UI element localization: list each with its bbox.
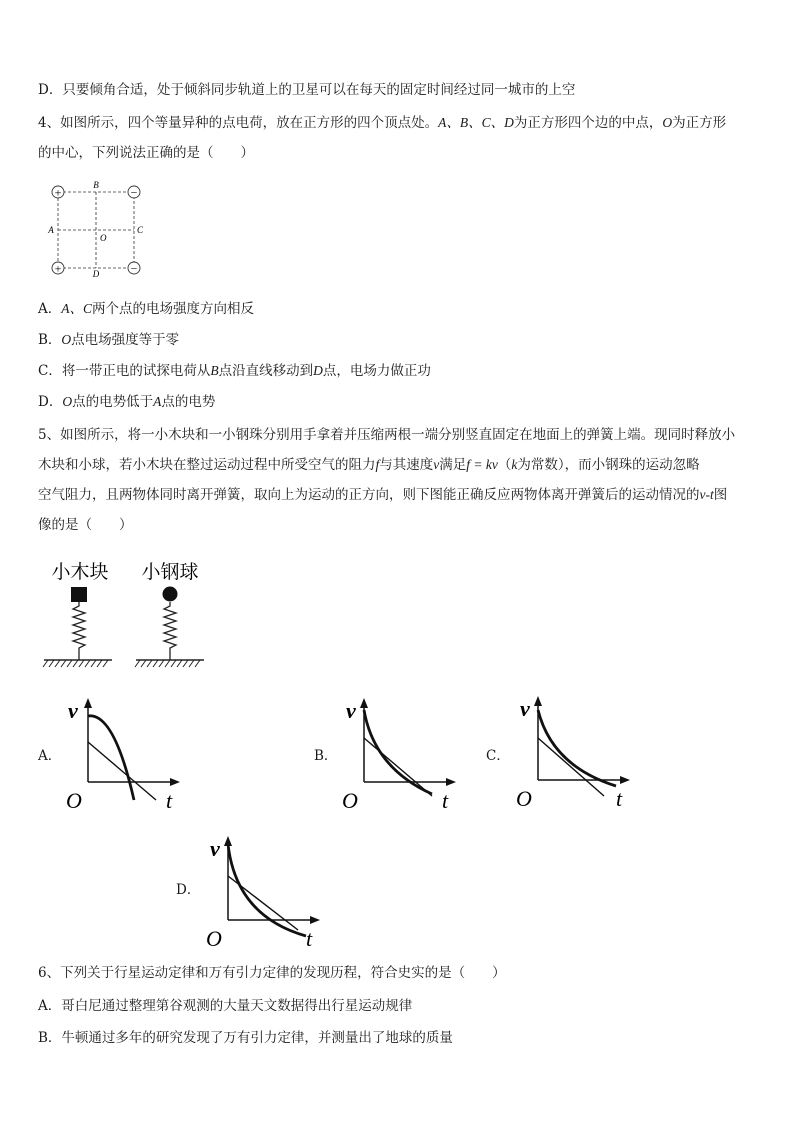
- t-axis-arrow: [620, 776, 630, 784]
- label-c: C: [136, 225, 144, 235]
- q4-option-b: [38, 330, 179, 350]
- q5-equation: f = kv: [466, 457, 498, 472]
- wood-block: [71, 587, 87, 602]
- q4-opt-text: D．: [38, 394, 63, 410]
- origin-label: O: [342, 788, 358, 812]
- label-o: O: [100, 233, 107, 243]
- origin-label: O: [66, 788, 82, 812]
- q4-opt-text: B．: [38, 332, 62, 348]
- q4-stem-text: 为正方形四个边的中点，: [513, 115, 663, 131]
- q5-stem-line4: 像的是（ ）: [38, 517, 133, 533]
- q5-stem-text: 空气阻力，且两物体同时离开弹簧，取向上为运动的正方向，则下图能正确反应两物体离开弹簧后的运动情况的: [38, 487, 700, 503]
- q5-stem-line2: [38, 455, 700, 475]
- q6-option-b: B．牛顿通过多年的研究发现了万有引力定律，并测量出了地球的质量: [38, 1030, 453, 1046]
- q5-stem-text: （: [497, 457, 512, 473]
- q6-stem: 6、下列关于行星运动定律和万有引力定律的发现历程，符合史实的是（ ）: [38, 965, 506, 981]
- t-axis-arrow: [310, 916, 320, 924]
- q5-option-c-label: C．: [486, 748, 510, 764]
- q4-opt-var: A、C: [61, 301, 93, 316]
- q5-var: k: [511, 457, 518, 472]
- q4-option-c: [38, 361, 431, 381]
- origin-label: O: [206, 926, 222, 950]
- q4-opt-text: 两个点的电场强度方向相反: [92, 301, 255, 317]
- q5-var: v-t: [699, 487, 714, 502]
- q4-stem-vars: A、B、C、D: [438, 115, 514, 130]
- q4-opt-var: O: [62, 394, 73, 409]
- line-steel-ball: [228, 876, 298, 930]
- t-axis-label: t: [166, 788, 173, 812]
- q4-option-a: [38, 299, 254, 319]
- q4-opt-text: 点电场强度等于零: [71, 332, 180, 348]
- line-steel-ball: [538, 738, 604, 796]
- curve-wood-block: [228, 844, 306, 936]
- line-steel-ball: [88, 742, 156, 800]
- q5-graph-b: [338, 692, 464, 812]
- q4-opt-var: B: [210, 363, 219, 378]
- ground-hatching: [43, 660, 200, 667]
- t-axis-label: t: [306, 926, 313, 950]
- spring-right: [164, 602, 176, 660]
- q5-stem-text: 木块和小球，若小木块在整过运动过程中所受空气的阻力: [38, 457, 376, 473]
- q5-stem-text: 为常数），而小钢珠的运动忽略: [517, 457, 700, 473]
- q6-option-a: A．哥白尼通过整理第谷观测的大量天文数据得出行星运动规律: [38, 998, 413, 1014]
- charge-sign: +: [54, 185, 62, 200]
- t-axis-arrow: [170, 778, 180, 786]
- q4-stem-text: 4、如图所示，四个等量异种的点电荷，放在正方形的四个顶点处。: [38, 115, 439, 131]
- origin-label: O: [516, 786, 532, 810]
- q5-stem-text: 满足: [439, 457, 467, 473]
- q5-option-b-label: B．: [314, 748, 338, 764]
- charge-sign: −: [130, 185, 138, 200]
- q5-graph-a: [62, 692, 188, 812]
- t-axis-arrow: [446, 778, 456, 786]
- q5-graph-c: [512, 690, 638, 810]
- v-axis-label: v: [520, 696, 530, 721]
- charge-sign: −: [130, 261, 138, 276]
- label-b: B: [93, 180, 99, 190]
- q4-stem-line2: 的中心，下列说法正确的是（ ）: [38, 145, 254, 161]
- q5-option-a-label: A．: [38, 748, 62, 764]
- q5-stem-line1: 5、如图所示，将一小木块和一小钢珠分别用手拿着并压缩两根一端分别竖直固定在地面上的弹簧上端。现同时释放小: [38, 427, 736, 443]
- q4-square-figure: [44, 178, 150, 278]
- q4-stem-text: 为正方形: [672, 115, 727, 131]
- q4-stem-line1: [38, 113, 726, 133]
- v-axis-arrow: [534, 696, 542, 706]
- charge-sign: +: [54, 261, 62, 276]
- v-axis-label: v: [346, 698, 356, 723]
- q4-opt-text: 点沿直线移动到: [218, 363, 314, 379]
- q4-option-d: [38, 392, 215, 412]
- q5-stem-line3: [38, 485, 727, 505]
- q3-option-d: D．只要倾角合适，处于倾斜同步轨道上的卫星可以在每天的固定时间经过同一城市的上空: [38, 82, 576, 98]
- q5-stem-text: 与其速度: [379, 457, 434, 473]
- q4-opt-text: C．将一带正电的试探电荷从: [38, 363, 211, 379]
- wood-block-label: 小木块: [51, 562, 109, 583]
- q5-option-d-label: D．: [176, 882, 201, 898]
- q5-springs-figure: [40, 556, 220, 676]
- v-axis-label: v: [68, 698, 78, 723]
- v-axis-arrow: [84, 698, 92, 708]
- q4-opt-var: A: [153, 394, 162, 409]
- q4-opt-text: 点，电场力做正功: [322, 363, 431, 379]
- q4-opt-text: 点的电势: [161, 394, 216, 410]
- q4-opt-var: D: [313, 363, 323, 378]
- line-steel-ball: [364, 738, 432, 796]
- steel-ball-label: 小钢球: [141, 562, 199, 583]
- spring-left: [73, 602, 85, 660]
- label-d: D: [92, 269, 100, 278]
- curve-wood-block: [88, 716, 134, 800]
- q5-stem-text: 图: [713, 487, 728, 503]
- q5-graph-d: [202, 830, 328, 950]
- q4-stem-var-o: O: [662, 115, 673, 130]
- q4-opt-text: A．: [38, 301, 62, 317]
- q4-opt-text: 点的电势低于: [72, 394, 154, 410]
- v-axis-arrow: [360, 698, 368, 708]
- v-axis-label: v: [210, 836, 220, 861]
- label-a: A: [48, 225, 54, 235]
- q5-var: f: [375, 457, 380, 472]
- t-axis-label: t: [442, 788, 449, 812]
- q5-var: v: [433, 457, 440, 472]
- t-axis-label: t: [616, 786, 623, 810]
- q4-opt-var: O: [61, 332, 72, 347]
- steel-ball: [163, 587, 178, 602]
